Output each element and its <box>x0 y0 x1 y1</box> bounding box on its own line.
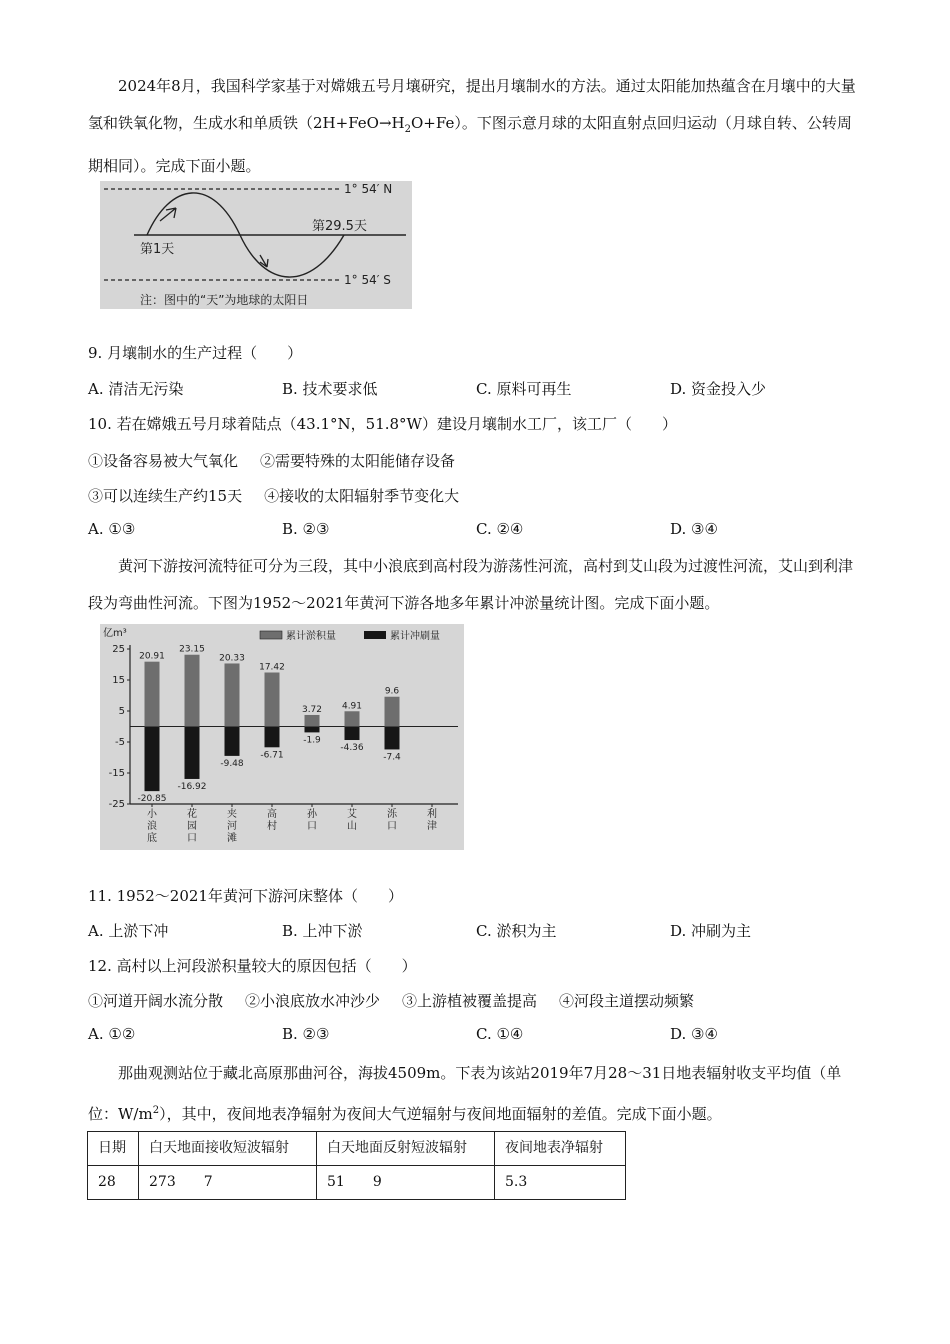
q9-option-a: A. 清洁无污染 <box>88 380 184 398</box>
category-label <box>347 807 357 832</box>
bar-deposit <box>265 672 280 726</box>
bar-scour <box>265 727 280 748</box>
q9-option-c: C. 原料可再生 <box>476 380 572 398</box>
data-label-scour: -1.9 <box>303 735 321 746</box>
q10-option-a: A. ①③ <box>88 520 136 538</box>
intro2-line2: 艾山到利津段为弯曲性河流。下图为1952～2021年黄河下游各地多年累计冲淤量统计图。完成下面小题。 <box>88 557 854 612</box>
y-tick-label: 15 <box>112 675 125 686</box>
data-label-deposit: 23.15 <box>179 644 205 655</box>
category-char: 滩 <box>227 833 237 844</box>
intro1-line2: 壤中的大量氢和铁氧化物，生成水和单质铁（2H+FeO→H <box>88 77 856 132</box>
category-char: 夹 <box>227 809 237 820</box>
bar-deposit <box>345 711 360 726</box>
q11-option-d: D. 冲刷为主 <box>670 922 752 940</box>
end-day-label: 第29.5天 <box>312 219 367 234</box>
data-label-scour: -4.36 <box>340 743 364 754</box>
bar-scour <box>305 727 320 733</box>
cell-day-received: 273 7 <box>139 1166 317 1200</box>
q10-statements-1 <box>88 450 455 471</box>
intro-paragraph-1 <box>88 68 866 185</box>
header-date: 日期 <box>88 1132 139 1166</box>
table-header-row <box>88 1132 626 1166</box>
bar-scour <box>145 727 160 792</box>
bar-deposit <box>145 662 160 727</box>
category-char: 底 <box>147 833 157 844</box>
bar-scour <box>385 727 400 750</box>
category-char: 口 <box>387 821 397 832</box>
intro3-line2a: 均值（单位：W/m <box>88 1064 842 1123</box>
y-axis-unit: 亿m³ <box>103 628 127 639</box>
data-label-deposit: 17.42 <box>259 662 285 673</box>
q12-statement-3: ③上游植被覆盖提高 <box>402 992 538 1010</box>
figure-note: 注：图中的“天”为地球的太阳日 <box>140 293 309 307</box>
category-char: 泺 <box>387 809 397 820</box>
q10-option-d: D. ③④ <box>670 520 718 538</box>
category-char: 浪 <box>147 821 157 832</box>
category-char: 艾 <box>347 809 357 820</box>
q10-statement-4: ④接收的太阳辐射季节变化大 <box>264 487 460 505</box>
data-label-deposit: 9.6 <box>384 686 400 697</box>
q12-option-c: C. ①④ <box>476 1025 524 1043</box>
chart-legend <box>260 629 440 642</box>
intro3-line2b: ），其中，夜间地表净辐射为夜间大气逆辐射与夜间地面辐射的差值。完成下面小题。 <box>159 1105 722 1123</box>
data-label-scour: -7.4 <box>383 752 401 763</box>
y-tick-label: 25 <box>112 644 125 655</box>
q9-stem: 9. 月壤制水的生产过程（ ） <box>88 344 303 362</box>
chart-categories <box>147 804 437 844</box>
category-char: 园 <box>187 821 197 832</box>
category-char: 河 <box>227 821 237 832</box>
data-label-deposit: 20.91 <box>139 651 165 662</box>
bar-scour <box>225 727 240 756</box>
category-char: 口 <box>307 821 317 832</box>
superscript: 2 <box>152 1105 160 1116</box>
subsolar-curve-svg <box>100 181 412 309</box>
radiation-table <box>87 1131 626 1200</box>
q10-option-c: C. ②④ <box>476 520 524 538</box>
category-label <box>307 807 318 832</box>
table-row <box>88 1166 626 1200</box>
cell-night-net: 5.3 <box>495 1166 626 1200</box>
q12-statement-4: ④河段主道摆动频繁 <box>559 992 695 1010</box>
q10-statement-1: ①设备容易被大气氧化 <box>88 452 239 470</box>
y-tick-label: -5 <box>115 737 125 748</box>
header-night-net: 夜间地表净辐射 <box>495 1132 626 1166</box>
data-label-scour: -20.85 <box>137 794 167 805</box>
q11-stem: 11. 1952～2021年黄河下游河床整体（ ） <box>88 887 403 905</box>
category-label <box>387 808 398 832</box>
start-day-label: 第1天 <box>140 242 175 257</box>
yellow-river-chart <box>100 624 464 850</box>
q9-option-d: D. 资金投入少 <box>670 380 767 398</box>
category-label <box>187 807 197 844</box>
data-label-scour: -9.48 <box>220 758 244 769</box>
data-label-deposit: 4.91 <box>341 701 363 712</box>
y-tick-label: -25 <box>108 799 125 810</box>
category-char: 孙 <box>307 809 317 820</box>
data-label-scour: -6.71 <box>260 750 284 761</box>
header-day-reflected: 白天地面反射短波辐射 <box>317 1132 495 1166</box>
q11-option-c: C. 淤积为主 <box>476 922 557 940</box>
subscript: 2 <box>404 124 411 135</box>
category-label <box>227 807 237 844</box>
q12-stem: 12. 高村以上河段淤积量较大的原因包括（ ） <box>88 957 417 975</box>
q12-statements <box>88 990 694 1011</box>
bar-chart-svg <box>100 624 464 850</box>
moon-subsolar-figure <box>100 181 412 309</box>
intro1-line3: （月球自转、公转周期相同）。完成下面小题。 <box>88 114 852 175</box>
category-label <box>427 807 437 832</box>
q11-option-b: B. 上冲下淤 <box>282 922 363 940</box>
header-day-received: 白天地面接收短波辐射 <box>139 1132 317 1166</box>
bar-deposit <box>305 715 320 727</box>
q10-statements-2 <box>88 485 459 506</box>
q12-option-d: D. ③④ <box>670 1025 718 1043</box>
q10-statement-3: ③可以连续生产约15天 <box>88 487 243 505</box>
category-label <box>267 807 277 832</box>
bar-deposit <box>185 655 200 727</box>
q12-option-a: A. ①② <box>88 1025 136 1043</box>
legend-label-deposit: 累计淤积量 <box>286 631 336 642</box>
q12-option-b: B. ②③ <box>282 1025 330 1043</box>
intro-paragraph-2 <box>88 548 866 622</box>
data-label-scour: -16.92 <box>177 781 207 792</box>
q10-statement-2: ②需要特殊的太阳能储存设备 <box>260 452 456 470</box>
intro-paragraph-3 <box>88 1055 866 1133</box>
category-char: 村 <box>267 821 277 832</box>
q9-option-b: B. 技术要求低 <box>282 380 378 398</box>
north-label: 1° 54′ N <box>344 182 393 196</box>
q11-option-a: A. 上淤下冲 <box>88 922 169 940</box>
south-label: 1° 54′ S <box>344 273 391 287</box>
data-label-deposit: 3.72 <box>301 704 323 715</box>
bar-scour <box>345 727 360 741</box>
bar-deposit <box>385 697 400 727</box>
q12-statement-1: ①河道开阔水流分散 <box>88 992 224 1010</box>
cell-day-reflected: 51 9 <box>317 1166 495 1200</box>
bar-deposit <box>225 663 240 726</box>
y-tick-label: 5 <box>118 706 125 717</box>
category-char: 山 <box>347 821 357 832</box>
q10-stem: 10. 若在嫦娥五号月球着陆点（43.1°N，51.8°W）建设月壤制水工厂，该工厂（ ） <box>88 415 677 433</box>
category-char: 小 <box>147 809 157 820</box>
q12-statement-2: ②小浪底放水冲沙少 <box>245 992 381 1010</box>
intro1-line1: 2024年8月，我国科学家基于对嫦娥五号月壤研究，提出月壤制水的方法。通过太阳能加热蕴含在月 <box>118 77 781 95</box>
cell-date: 28 <box>88 1166 139 1200</box>
category-char: 津 <box>427 821 437 832</box>
q10-option-b: B. ②③ <box>282 520 330 538</box>
legend-label-scour: 累计冲刷量 <box>390 631 440 642</box>
intro1-line2-end: O+Fe）。下图示意月球的太阳直射点回归运动 <box>410 114 717 132</box>
intro2-line1: 黄河下游按河流特征可分为三段，其中小浪底到高村段为游荡性河流，高村到艾山段为过渡性河流， <box>118 557 779 575</box>
data-label-deposit: 20.33 <box>219 653 245 664</box>
category-label <box>147 807 158 844</box>
chart-bars <box>137 645 401 804</box>
y-tick-label: -15 <box>108 768 125 779</box>
category-char: 口 <box>187 833 197 844</box>
legend-swatch-deposit <box>260 631 282 639</box>
bar-scour <box>185 727 200 779</box>
intro3-line1: 那曲观测站位于藏北高原那曲河谷，海拔4509m。下表为该站2019年7月28～31日地表辐射收支平 <box>118 1064 782 1082</box>
category-char: 花 <box>187 809 197 820</box>
category-char: 利 <box>427 809 437 820</box>
category-char: 高 <box>267 809 277 820</box>
legend-swatch-scour <box>364 631 386 639</box>
